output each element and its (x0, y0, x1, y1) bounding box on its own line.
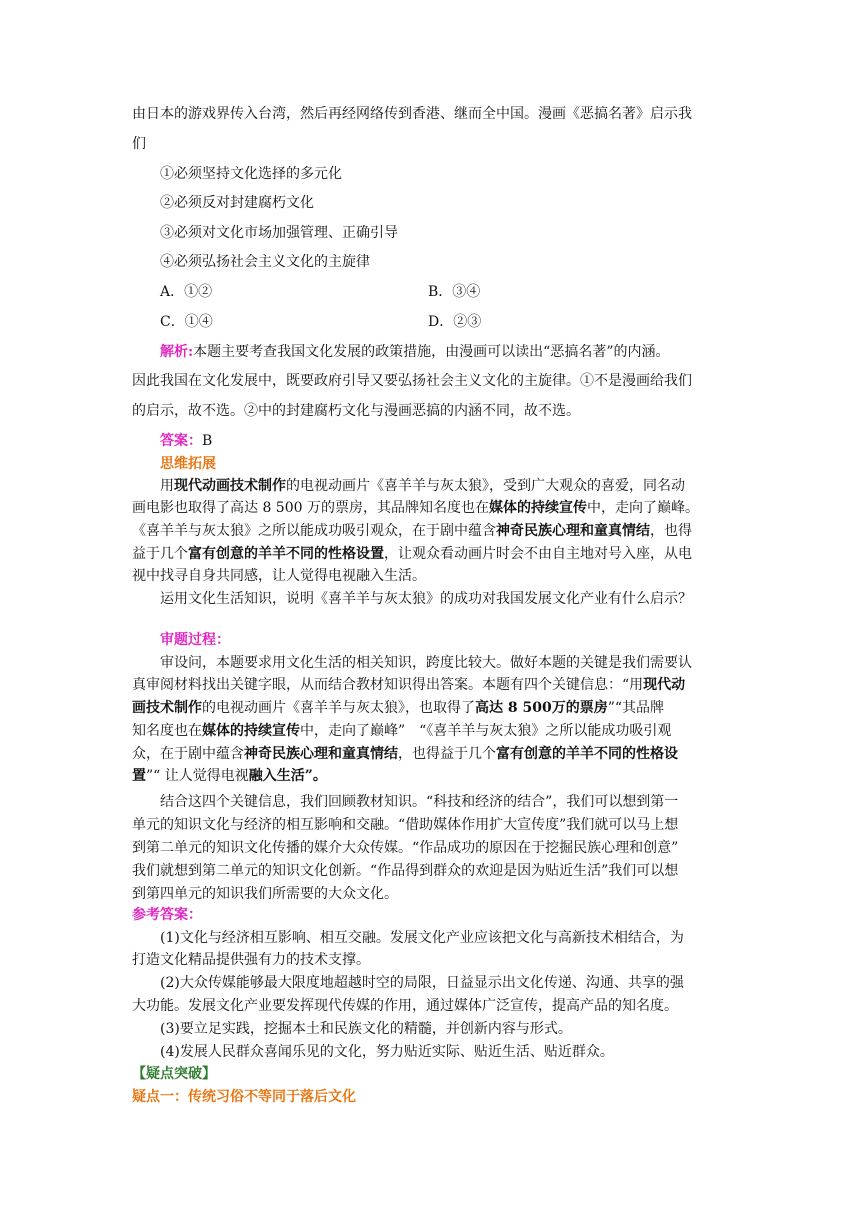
reference-line: 打造文化精品提供强有力的技术支撑。 (132, 952, 370, 968)
text: 知名度也在 (132, 723, 202, 739)
question-intro-line: 们 (132, 136, 146, 152)
text: ”。 (304, 768, 327, 784)
process-line: 到第四单元的知识我们所需要的大众文化。 (132, 886, 398, 902)
statement-4: ④必须弘扬社会主义文化的主旋律 (160, 254, 370, 270)
text: ，让观众看动画片时会不由自主地对号入座，从电 (384, 546, 692, 562)
extension-line (160, 476, 685, 496)
text: ”“其品牌 (607, 700, 665, 716)
text: 中，走向了巅峰。 (586, 500, 699, 516)
text: 真审阅材料找出关键字眼，从而结合教材知识得出答案。本题有四个关键信息：“用 (132, 677, 644, 693)
keyword: 画技术制作 (132, 700, 202, 716)
doubt-point-title: 疑点一：传统习俗不等同于落后文化 (132, 1089, 356, 1105)
keyword: 置 (132, 768, 146, 784)
process-line: 单元的知识文化与经济的相互影响和交融。“借助媒体作用扩大宣传度”我们就可以马上想 (132, 817, 679, 833)
process-line (132, 698, 664, 718)
reference-line: (3)要立足实践，挖掘本土和民族文化的精髓，并创新内容与形式。 (160, 1021, 572, 1037)
answer-line (160, 431, 212, 451)
text: 画电影也取得了高达 8 500 万的票房，其品牌知名度也在 (132, 500, 489, 516)
process-line: 到第二单元的知识文化传播的媒介大众传媒。“作品成功的原因在于挖掘民族心理和创意” (132, 840, 679, 856)
keyword: 高达 8 500万的票房 (475, 700, 608, 716)
keyword: 富有创意的羊羊不同的性格设 (496, 746, 678, 762)
process-line: 结合这四个关键信息，我们回顾教材知识。“科技和经济的结合”，我们可以想到第一 (160, 794, 679, 810)
process-line (132, 675, 685, 695)
keyword: 富有创意的羊羊不同的性格设置 (188, 546, 384, 562)
answer-label: 答案： (160, 433, 202, 449)
analysis-line: 的启示，故不选。②中的封建腐朽文化与漫画恶搞的内涵不同，故不选。 (132, 403, 580, 419)
keyword: 神奇民族心理和童真情结 (244, 746, 398, 762)
text: ，也得益于几个 (398, 746, 496, 762)
extension-title: 思维拓展 (160, 456, 216, 472)
extension-line (132, 521, 692, 541)
statement-2: ②必须反对封建腐朽文化 (160, 195, 314, 211)
text: 《喜羊羊与灰太狼》之所以能成功吸引观众，在于剧中蕴含 (132, 523, 496, 539)
keyword: 融入生活 (248, 768, 305, 784)
text: 的电视动画片《喜羊羊与灰太狼》，也取得了 (202, 700, 475, 716)
text: ”“ 让人觉得电视 (146, 768, 249, 784)
statement-1: ①必须坚持文化选择的多元化 (160, 166, 342, 182)
analysis-text: 本题主要考查我国文化发展的政策措施，由漫画可以读出“恶搞名著”的内涵。 (193, 344, 670, 360)
keyword: 媒体的持续宣传 (202, 723, 300, 739)
text: ，也得 (650, 523, 692, 539)
analysis-line (160, 342, 669, 362)
choice-c: C．①④ (160, 314, 213, 330)
extension-line: 视中找寻自身共同感，让人觉得电视融入生活。 (132, 568, 426, 584)
question-intro-line: 由日本的游戏界传入台湾，然后再经网络传到香港、继而全中国。漫画《恶搞名著》启示我 (132, 106, 692, 122)
process-line (132, 721, 671, 741)
keyword: 神奇民族心理和童真情结 (496, 523, 650, 539)
extension-line (132, 544, 692, 564)
process-line (132, 766, 327, 786)
keyword: 现代动画技术制作 (174, 478, 286, 494)
reference-line: (4)发展人民群众喜闻乐见的文化，努力贴近实际、贴近生活、贴近群众。 (160, 1044, 614, 1060)
choice-d: D．②③ (428, 314, 482, 330)
text: 益于几个 (132, 546, 188, 562)
text: 的电视动画片《喜羊羊与灰太狼》，受到广大观众的喜爱，同名动 (286, 478, 685, 494)
process-line: 我们就想到第二单元的知识文化创新。“作品得到群众的欢迎是因为贴近生活”我们可以想 (132, 863, 679, 879)
reference-line: 大功能。发展文化产业要发挥现代传媒的作用，通过媒体广泛宣传，提高产品的知名度。 (132, 998, 678, 1014)
process-title: 审题过程： (160, 632, 230, 648)
doubt-section-title: 【疑点突破】 (132, 1066, 216, 1082)
reference-line: (1)文化与经济相互影响、相互交融。发展文化产业应该把文化与高新技术相结合，为 (160, 930, 684, 946)
answer-value: B (202, 433, 213, 449)
analysis-label: 解析: (160, 344, 194, 360)
extension-question: 运用文化生活知识，说明《喜羊羊与灰太狼》的成功对我国发展文化产业有什么启示？ (160, 591, 692, 607)
text: 中，走向了巅峰” “《喜羊羊与灰太狼》之所以能成功吸引观 (300, 723, 672, 739)
statement-3: ③必须对文化市场加强管理、正确引导 (160, 225, 398, 241)
choice-b: B．③④ (428, 284, 481, 300)
choice-a: A．①② (160, 284, 213, 300)
process-line (132, 744, 678, 764)
keyword: 现代动 (643, 677, 686, 693)
reference-line: (2)大众传媒能够最大限度地超越时空的局限，日益显示出文化传递、沟通、共享的强 (160, 975, 684, 991)
process-line: 审设问，本题要求用文化生活的相关知识，跨度比较大。做好本题的关键是我们需要认 (160, 655, 692, 671)
text: 众，在于剧中蕴含 (132, 746, 244, 762)
analysis-line: 因此我国在文化发展中，既要政府引导又要弘扬社会主义文化的主旋律。①不是漫画给我们 (132, 373, 692, 389)
extension-line (132, 498, 699, 518)
text: 用 (160, 478, 174, 494)
reference-title: 参考答案： (132, 907, 202, 923)
keyword: 媒体的持续宣传 (488, 500, 587, 516)
